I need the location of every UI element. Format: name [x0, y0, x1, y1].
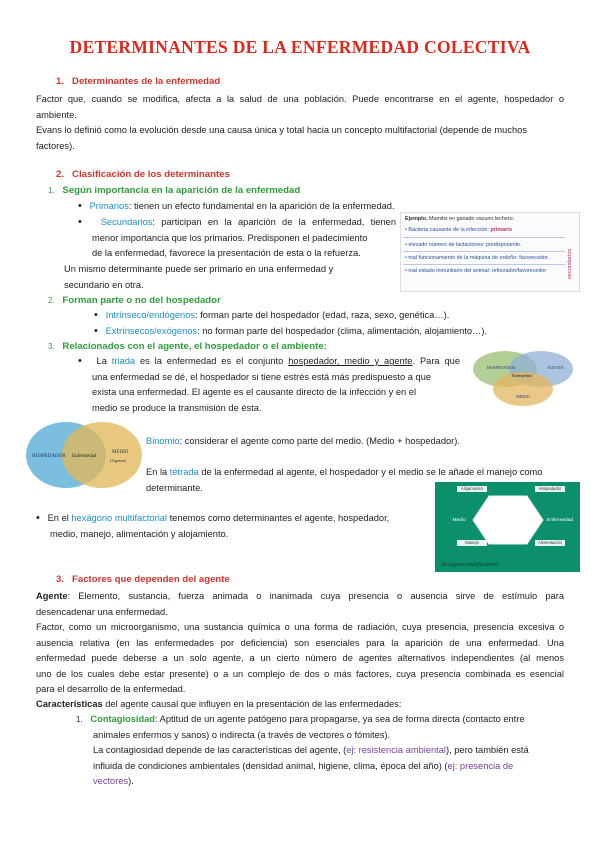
text-line: medio se produce la transmisión de ésta.: [92, 402, 262, 413]
section-1-paragraph-2: [36, 123, 576, 154]
text-span: es la enfermedad es el conjunto: [135, 356, 289, 366]
page-title: DETERMINANTES DE LA ENFERMEDAD COLECTIVA: [69, 37, 531, 57]
triada-item: [78, 354, 460, 416]
example-title-rest: Mamitis en ganado vacuno lechero:: [427, 216, 515, 222]
triada-underlined: hospedador, medio y agente: [288, 356, 413, 366]
text-span: En el: [47, 513, 72, 523]
caracteristicas-line: [36, 697, 576, 713]
text-span: influida de condiciones ambientales (densidad animal, higiene, clima, época del año) (: [93, 760, 448, 771]
text-line: Factor, como un microorganismo, una sustancia química o una forma de radiación, cuya presencia, presencia excesiva o: [36, 622, 564, 632]
secundarios-text: : participan en la aparición de la enfermedad, tienen: [152, 217, 396, 227]
section-2-number: 2.: [56, 169, 65, 180]
triada-venn-diagram: [467, 347, 579, 409]
text-span: . Para que: [412, 356, 460, 366]
text-line: Un mismo determinante puede ser primario en una enfermedad y: [64, 264, 334, 274]
divider: [403, 237, 565, 238]
bullet-icon: •: [78, 355, 82, 367]
text-span: tenemos como determinantes el agente, hospedador,: [167, 513, 390, 523]
text-line: ausencia relativa (en las enfermedades por deficiencia) son esenciales para la aparición de una enfermedad. Una: [36, 637, 564, 648]
text-line: medio, manejo, alimentación y alojamiento.: [50, 528, 229, 539]
subsection-b-heading: [48, 295, 221, 306]
agente-definition: [36, 589, 564, 620]
agente-term: Agente: [36, 591, 68, 601]
text-line: para el desarrollo de la enfermedad.: [36, 684, 186, 694]
binomio-medio-label: MEDIO: [112, 450, 129, 455]
text-span: La: [96, 356, 112, 366]
same-determinant-note: [64, 262, 394, 293]
text-span: En la: [146, 467, 170, 477]
subsection-c-title: Relacionados con el agente, el hospedador o el ambiente:: [62, 341, 327, 352]
primarios-text: : tienen un efecto fundamental en la aparición de la enfermedad.: [128, 201, 395, 211]
text-span: : Aptitud de un agente patógeno para propagarse, ya sea de forma directa (contacto entre: [154, 714, 525, 724]
tetrada-term: tétrada: [169, 467, 199, 477]
hex-label-hospedador: Hospedador: [535, 486, 565, 492]
hex-label-alojamiento: Alojamiento: [457, 486, 487, 492]
binomio-agente-label: (Agente): [110, 458, 127, 463]
binomio-text: : considerar el agente como parte del medio. (Medio + hospedador).: [179, 436, 460, 446]
binomio-center-label: Enfermedad: [72, 454, 97, 459]
hexagono-figure: [435, 482, 580, 572]
bullet-icon: •: [94, 325, 98, 337]
text-line: animales enfermos y sanos) o indirecta (a través de vectores o fómites).: [93, 729, 391, 740]
hex-label-medio: Medio: [452, 518, 466, 523]
divider: [403, 264, 565, 265]
text-span: del agente causal que influyen en la presentación de las enfermedades:: [102, 699, 402, 709]
binomio-hospedador-label: HOSPEDADOR: [32, 454, 66, 459]
hexagon-shape: [435, 482, 580, 572]
secundarios-item: [78, 215, 396, 262]
text-span: ).: [128, 776, 134, 786]
section-2-heading: [56, 169, 230, 180]
text-span: La contagiosidad depende de las características del agente, (: [93, 745, 347, 755]
text-line: factores).: [36, 140, 75, 151]
text-line: enfermedad puede deberse a un solo agente, a un cierto número de agentes alternativos independientes (al menos: [36, 653, 564, 663]
venn-agente-label: AGENTE: [547, 365, 564, 370]
text-span: : Elemento, sustancia, fuerza animada o inanimada cuya presencia o ausencia sirve de estímulo para: [67, 591, 564, 601]
hex-caption: Hexágono multifactorial: [441, 562, 499, 568]
text-line: Evans lo definió como la evolución desde una causa única y total hacia un concepto multifactorial (depende de muchos: [36, 125, 527, 135]
example-title: [405, 216, 514, 222]
bullet-icon: •: [78, 200, 82, 212]
text-line: determinante.: [146, 482, 203, 493]
primarios-term: Primarios: [89, 201, 129, 211]
section-2-title: Clasificación de los determinantes: [72, 169, 230, 180]
example-primary: [405, 227, 512, 233]
text-line: desencadenar una enfermedad.: [36, 606, 168, 617]
subsection-c-heading: [48, 341, 327, 352]
example-resistencia: ej: resistencia ambiental: [346, 745, 446, 755]
hex-label-enfermedad: Enfermedad: [546, 518, 574, 523]
subsection-b-title: Forman parte o no del hospedador: [62, 295, 221, 306]
binomio-item: [146, 434, 460, 450]
bullet-icon: •: [36, 512, 40, 524]
example-presencia: ej: presencia de: [447, 760, 514, 771]
venn-medio-label: MEDIO: [516, 394, 530, 399]
text-line: secundario en otra.: [64, 279, 144, 290]
extrinsecos-item: [94, 324, 487, 340]
text-span: ), pero también está: [445, 745, 529, 755]
text-line: uno de los cuales debe estar presente) o a un complejo de dos o más factores, cuya presencia combinada es esencial: [36, 668, 564, 679]
venn-hospedador-label: HOSPEDADOR: [487, 365, 516, 370]
hexagono-item: [36, 511, 434, 542]
text-line: exista una enfermedad. El agente es el causante directo de la infección y en el: [92, 387, 417, 397]
intrinsecos-text: : forman parte del hospedador (edad, raza, sexo, genética…).: [195, 310, 450, 320]
contagiosidad-item: [76, 712, 566, 790]
bullet-icon: •: [94, 309, 98, 321]
example-vectores: vectores: [93, 776, 129, 786]
text-line: menor importancia que los primarios. Predisponen el padecimiento: [92, 232, 368, 243]
example-primary-label: • Bacteria causante de la infección:: [405, 227, 491, 233]
intrinsecos-item: [94, 308, 449, 324]
section-1-title: Determinantes de la enfermedad: [72, 76, 221, 87]
extrinsecos-text: : no forman parte del hospedador (clima, alimentación, alojamiento…).: [197, 326, 487, 336]
mamitis-example-figure: [400, 212, 580, 292]
section-1-number: 1.: [56, 76, 65, 87]
subsection-a-number: 1.: [48, 186, 55, 195]
example-primary-value: primario: [490, 227, 513, 233]
text-span: de la enfermedad al agente, el hospedador y el medio se le añade el manejo como: [198, 467, 543, 477]
section-3-title: Factores que dependen del agente: [72, 574, 230, 585]
divider: [403, 251, 565, 252]
secundarios-term: Secundarios: [100, 217, 153, 227]
subsection-c-number: 3.: [48, 342, 55, 351]
intrinsecos-term: Intrínseco/endógenos: [105, 310, 196, 320]
text-line: de la enfermedad, favorece la presentación de esta o la refuerza.: [92, 248, 361, 258]
section-1-heading: [56, 76, 220, 87]
text-line: una enfermedad se dé, el hospedador si tiene estrés está más predispuesto a que: [92, 371, 432, 382]
bullet-icon: •: [78, 216, 82, 228]
example-secondary-2: • mal funcionamiento de la máquina de ordeño: favorecedor.: [405, 255, 549, 261]
venn-center-label: Enfermedad: [512, 373, 532, 378]
hex-label-alimentacion: Alimentación: [535, 540, 565, 546]
example-secondary-3: • mal estado inmunitario del animal: reforzador/favorecedor: [405, 268, 547, 274]
triada-term: triada: [111, 356, 136, 366]
subsection-b-number: 2.: [48, 296, 55, 305]
example-title-bold: Ejemplo.: [405, 216, 428, 222]
binomio-venn-diagram: [22, 418, 146, 492]
hexagono-term: hexágono multifactorial: [71, 513, 167, 523]
section-3-heading: [56, 574, 230, 585]
section-3-number: 3.: [56, 574, 65, 585]
hex-label-manejo: Manejo: [457, 540, 487, 546]
contagiosidad-number: 1.: [76, 715, 83, 724]
section-1-paragraph-1: [36, 92, 564, 123]
extrinsecos-term: Extrínsecos/exógenos: [105, 326, 198, 336]
factor-paragraph: [36, 620, 564, 698]
caracteristicas-term: Características: [36, 699, 103, 709]
subsection-a-title: Según importancia en la aparición de la enfermedad: [62, 185, 301, 196]
text-line: ambiente.: [36, 109, 77, 120]
binomio-term: Binomio: [146, 436, 180, 446]
contagiosidad-term: Contagiosidad: [90, 714, 155, 724]
subsection-a-heading: [48, 185, 300, 196]
text-line: Factor que, cuando se modifica, afecta a la salud de una población. Puede encontrarse en el agente, hospedador o: [36, 94, 564, 104]
example-side-label: secundarios: [567, 248, 573, 280]
example-secondary-1: • elevado número de lactaciones: predisponente.: [405, 242, 522, 248]
primarios-item: [78, 199, 395, 215]
